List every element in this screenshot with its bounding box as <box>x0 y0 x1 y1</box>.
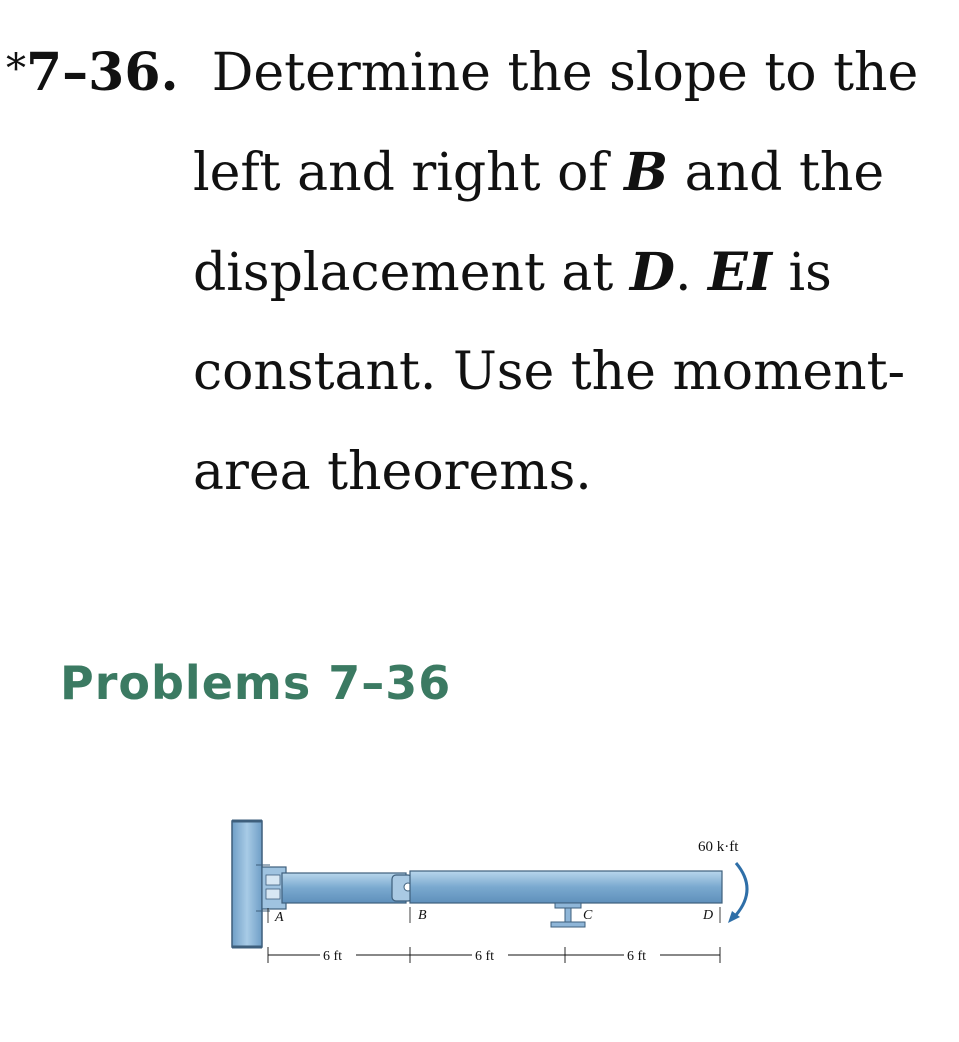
beam-figure <box>220 815 780 975</box>
point-b-ref: B <box>624 142 669 203</box>
problem-line-2 <box>193 142 884 203</box>
problem-text-1: Determine the slope to the <box>211 43 919 103</box>
section-heading: Problems 7–36 <box>60 656 452 710</box>
point-a-label: A <box>275 910 284 925</box>
star-marker: * <box>6 46 26 92</box>
problem-text-2c: and the <box>668 143 885 203</box>
problem-line-3 <box>193 242 832 303</box>
dim-label-cd: 6 ft <box>627 949 647 964</box>
dim-label-ab: 6 ft <box>323 949 343 964</box>
problem-text-2a: left and right of <box>193 143 625 203</box>
beam-segment-bd <box>410 871 722 903</box>
problem-text-3a: displacement at <box>193 243 630 303</box>
point-d-label: D <box>703 908 714 923</box>
point-c-label: C <box>583 908 593 923</box>
problem-line-1 <box>6 42 918 103</box>
problem-text-3c: . <box>674 243 709 303</box>
point-d-ref: D <box>629 242 675 303</box>
beam-segment-ab <box>282 873 406 903</box>
moment-arrow <box>736 863 747 915</box>
ei-ref: EI <box>708 242 772 303</box>
wall-column <box>232 821 262 947</box>
problem-number: 7–36. <box>26 42 179 103</box>
point-b-label: B <box>418 908 427 923</box>
problem-text-3e: is <box>771 243 832 303</box>
problem-line-4: constant. Use the moment- <box>193 342 906 402</box>
dim-label-bc: 6 ft <box>475 949 495 964</box>
moment-label: 60 k·ft <box>698 839 739 855</box>
problem-line-5: area theorems. <box>193 442 592 502</box>
support-c <box>551 903 585 927</box>
hinge-b <box>392 875 412 901</box>
